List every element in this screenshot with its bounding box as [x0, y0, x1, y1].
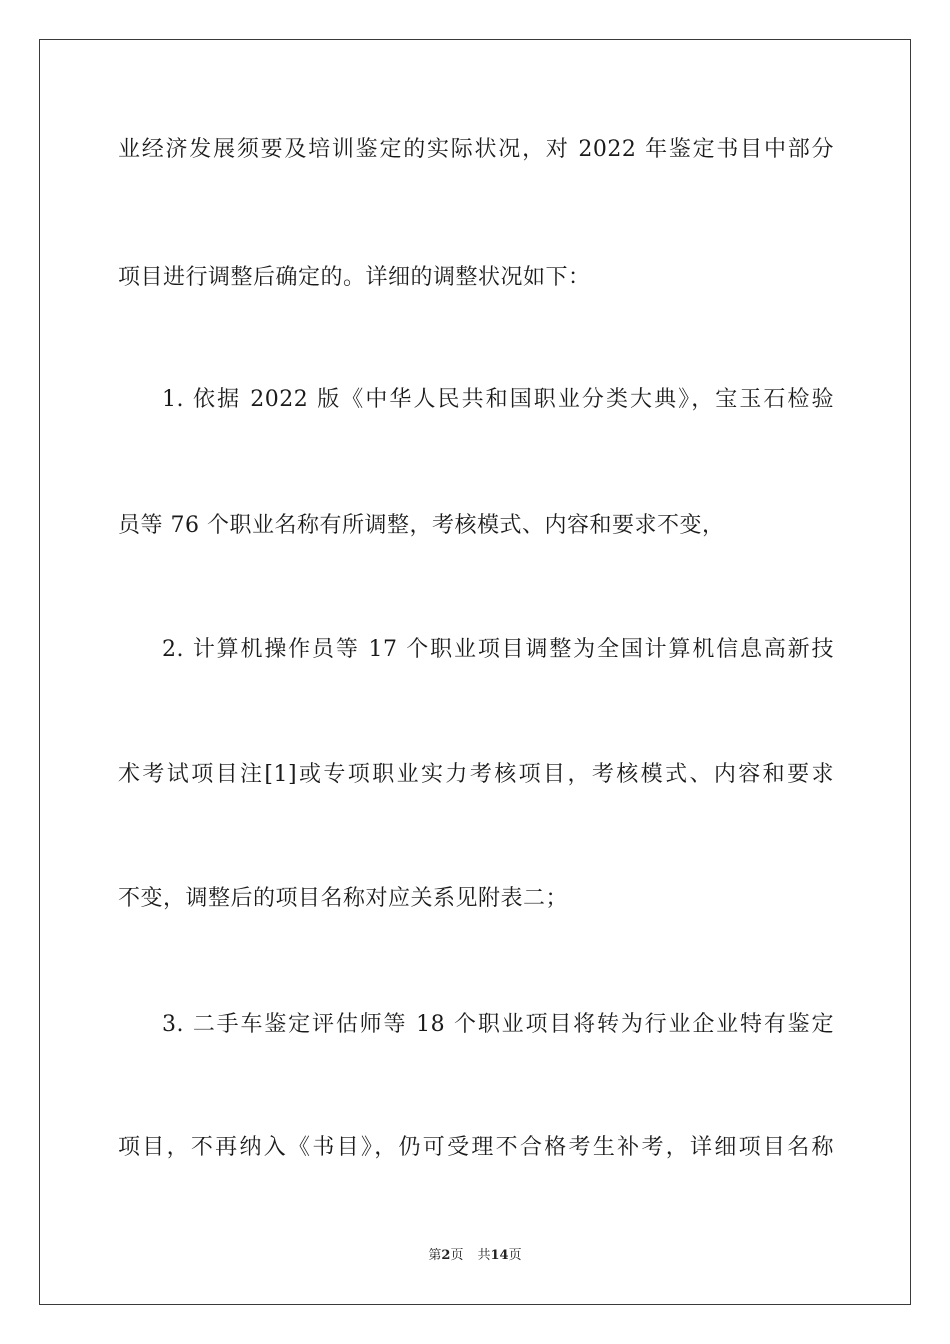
body-line-1: 业经济发展须要及培训鉴定的实际状况，对 2022 年鉴定书目中部分 — [118, 137, 834, 162]
page-number: 2 — [441, 1248, 451, 1263]
body-line-7: 不变，调整后的项目名称对应关系见附表二； — [118, 886, 569, 911]
body-line-8: 3. 二手车鉴定评估师等 18 个职业项目将转为行业企业特有鉴定 — [162, 1012, 834, 1037]
page-border — [39, 39, 911, 1305]
body-line-9: 项目，不再纳入《书目》，仍可受理不合格考生补考，详细项目名称 — [118, 1135, 834, 1160]
body-line-2: 项目进行调整后确定的。详细的调整状况如下： — [118, 265, 591, 290]
page-suffix: 页 — [450, 1248, 464, 1263]
page-footer — [0, 1248, 950, 1264]
total-suffix: 页 — [508, 1248, 522, 1263]
body-line-3: 1. 依据 2022 版《中华人民共和国职业分类大典》，宝玉石检验 — [162, 387, 834, 412]
page-prefix: 第 — [428, 1248, 442, 1263]
total-pages: 14 — [490, 1248, 509, 1263]
body-line-5: 2. 计算机操作员等 17 个职业项目调整为全国计算机信息高新技 — [162, 637, 834, 662]
total-prefix: 共 — [477, 1248, 491, 1263]
body-line-4: 员等 76 个职业名称有所调整，考核模式、内容和要求不变， — [118, 513, 725, 538]
body-line-6: 术考试项目注[1]或专项职业实力考核项目，考核模式、内容和要求 — [118, 762, 834, 787]
